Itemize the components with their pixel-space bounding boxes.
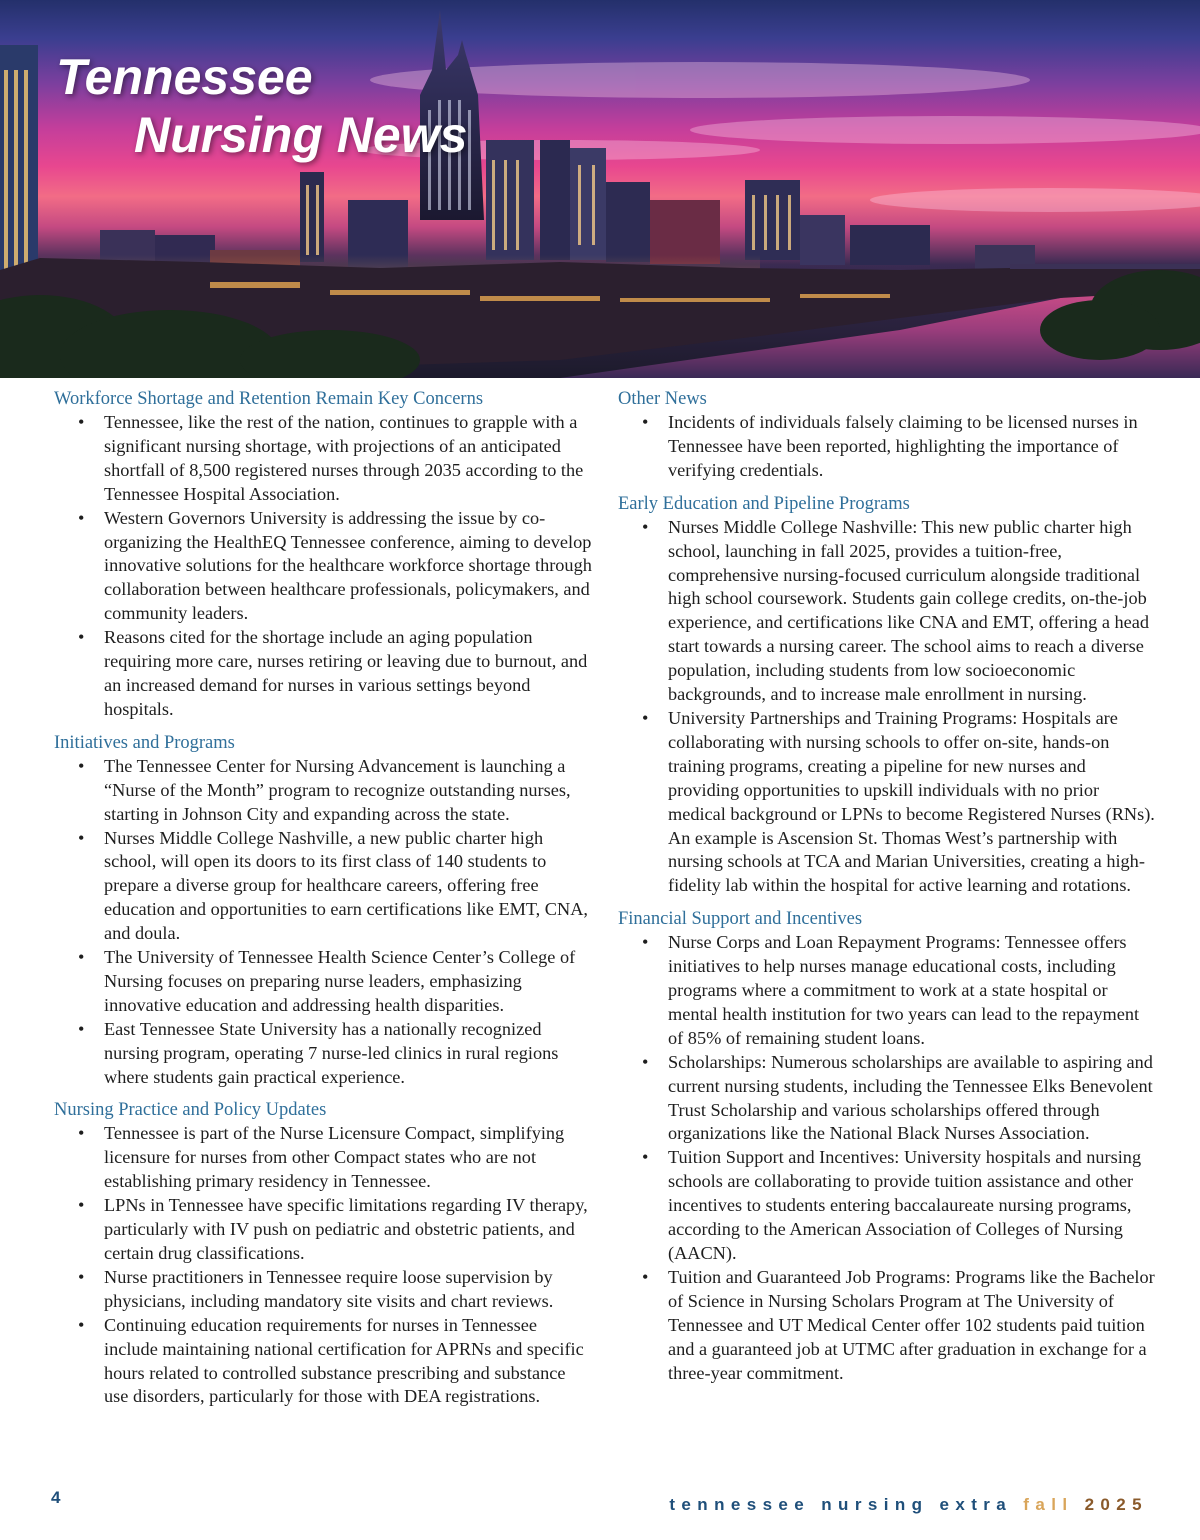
bullet-item: • The University of Tennessee Health Science Center’s College of Nursing focuses on preparing nurse leaders, emphasizing innovative education and addressing health disparities.	[54, 946, 594, 1018]
bullet-item: • Reasons cited for the shortage include an aging population requiring more care, nurses retiring or leaving due to burnout, and an increased demand for nurses in various settings beyond hospitals.	[54, 626, 594, 722]
footer-season: fall	[1023, 1495, 1074, 1514]
footer-year: 2025	[1084, 1495, 1148, 1514]
section-practice-policy	[54, 1098, 594, 1409]
bullet-item: • Nurses Middle College Nashville, a new public charter high school, will open its doors to its first class of 140 students to prepare a diverse group for healthcare careers, offering free education and opportunities to earn certifications like EMT, CNA, and doula.	[54, 827, 594, 947]
masthead-title-line1: Tennessee	[56, 49, 313, 105]
section-heading: Workforce Shortage and Retention Remain Key Concerns	[54, 389, 484, 409]
masthead-title	[56, 48, 467, 164]
bullet-item: • Tuition and Guaranteed Job Programs: Programs like the Bachelor of Science in Nursing Scholars Program at The University of Tennessee and UT Medical Center offer 102 students paid tuition and a guaranteed job at UTMC after graduation in exchange for a three-year commitment.	[618, 1266, 1158, 1386]
bullet-list	[54, 1122, 594, 1409]
left-column	[54, 387, 594, 1418]
footer-publication-line	[669, 1495, 1148, 1515]
bullet-item: • Nurse practitioners in Tennessee require loose supervision by physicians, including mandatory site visits and chart reviews.	[54, 1266, 594, 1314]
section-financial-support	[618, 907, 1158, 1385]
bullet-item: • Incidents of individuals falsely claiming to be licensed nurses in Tennessee have been reported, highlighting the importance of verifying credentials.	[618, 411, 1158, 483]
masthead-title-line2: Nursing News	[134, 107, 468, 163]
bullet-item: • Nurses Middle College Nashville: This new public charter high school, launching in fall 2025, provides a tuition-free, comprehensive nursing-focused curriculum alongside traditional high school coursework. Students gain college credits, on-the-job experience, and certifications like CNA and EMT, offering a head start towards a nursing career. The school aims to reach a diverse population, including students from low socioeconomic backgrounds, and to increase male enrollment in nursing.	[618, 516, 1158, 707]
section-early-education	[618, 492, 1158, 899]
bullet-item: • East Tennessee State University has a nationally recognized nursing program, operating 7 nurse-led clinics in rural regions where students gain practical experience.	[54, 1018, 594, 1090]
masthead-photo	[0, 0, 1200, 378]
bullet-list	[618, 931, 1158, 1385]
section-heading: Financial Support and Incentives	[618, 909, 863, 930]
bullet-item: • LPNs in Tennessee have specific limitations regarding IV therapy, particularly with IV push on pediatric and obstetric patients, and certain drug classifications.	[54, 1194, 594, 1266]
bullet-item: • Tennessee, like the rest of the nation, continues to grapple with a significant nursing shortage, with projections of an anticipated shortfall of 8,500 registered nurses through 2035 according to the Tennessee Hospital Association.	[54, 411, 594, 507]
section-workforce-shortage	[54, 387, 594, 722]
footer-publication: tennessee nursing extra	[669, 1495, 1013, 1514]
bullet-item: • The Tennessee Center for Nursing Advancement is launching a “Nurse of the Month” program to recognize outstanding nurses, starting in Johnson City and expanding across the state.	[54, 755, 594, 827]
section-initiatives	[54, 731, 594, 1090]
page-number: 4	[51, 1488, 61, 1507]
bullet-item: • Tennessee is part of the Nurse Licensure Compact, simplifying licensure for nurses from other Compact states who are not establishing primary residency in Tennessee.	[54, 1122, 594, 1194]
bullet-item: • Continuing education requirements for nurses in Tennessee include maintaining national certification for APRNs and specific hours related to controlled substance prescribing and substance use disorders, particularly for those with DEA registrations.	[54, 1314, 594, 1410]
bullet-list	[54, 755, 594, 1090]
section-heading: Other News	[618, 389, 707, 409]
bullet-item: • Nurse Corps and Loan Repayment Programs: Tennessee offers initiatives to help nurses manage educational costs, including programs where a commitment to work at a state hospital or mental health institution for two years can lead to the repayment of 85% of remaining student loans.	[618, 931, 1158, 1051]
bullet-item: • Western Governors University is addressing the issue by co-organizing the HealthEQ Tennessee conference, aiming to develop innovative solutions for the healthcare workforce shortage through collaboration between healthcare professionals, policymakers, and community leaders.	[54, 507, 594, 627]
section-heading: Early Education and Pipeline Programs	[618, 493, 910, 514]
bullet-item: • University Partnerships and Training Programs: Hospitals are collaborating with nursing schools to offer on-site, hands-on training programs, creating a pipeline for new nurses and providing opportunities to upskill individuals with no prior medical background or LPNs to become Registered Nurses (RNs). An example is Ascension St. Thomas West’s partnership with nursing schools at TCA and Marian Universities, creating a high-fidelity lab within the hospital for active learning and rotations.	[618, 707, 1158, 898]
bullet-list	[54, 411, 594, 722]
section-other-news	[618, 387, 1158, 483]
section-heading: Nursing Practice and Policy Updates	[54, 1100, 327, 1121]
section-heading: Initiatives and Programs	[54, 732, 235, 753]
bullet-item: • Tuition Support and Incentives: University hospitals and nursing schools are collaborating to provide tuition assistance and other incentives to students entering baccalaureate nursing programs, according to the American Association of Colleges of Nursing (AACN).	[618, 1146, 1158, 1266]
right-column	[618, 387, 1158, 1394]
bullet-list	[618, 516, 1158, 899]
bullet-list	[618, 411, 1158, 483]
bullet-item: • Scholarships: Numerous scholarships are available to aspiring and current nursing students, including the Tennessee Elks Benevolent Trust Scholarship and various scholarships offered through organizations like the National Black Nurses Association.	[618, 1051, 1158, 1147]
